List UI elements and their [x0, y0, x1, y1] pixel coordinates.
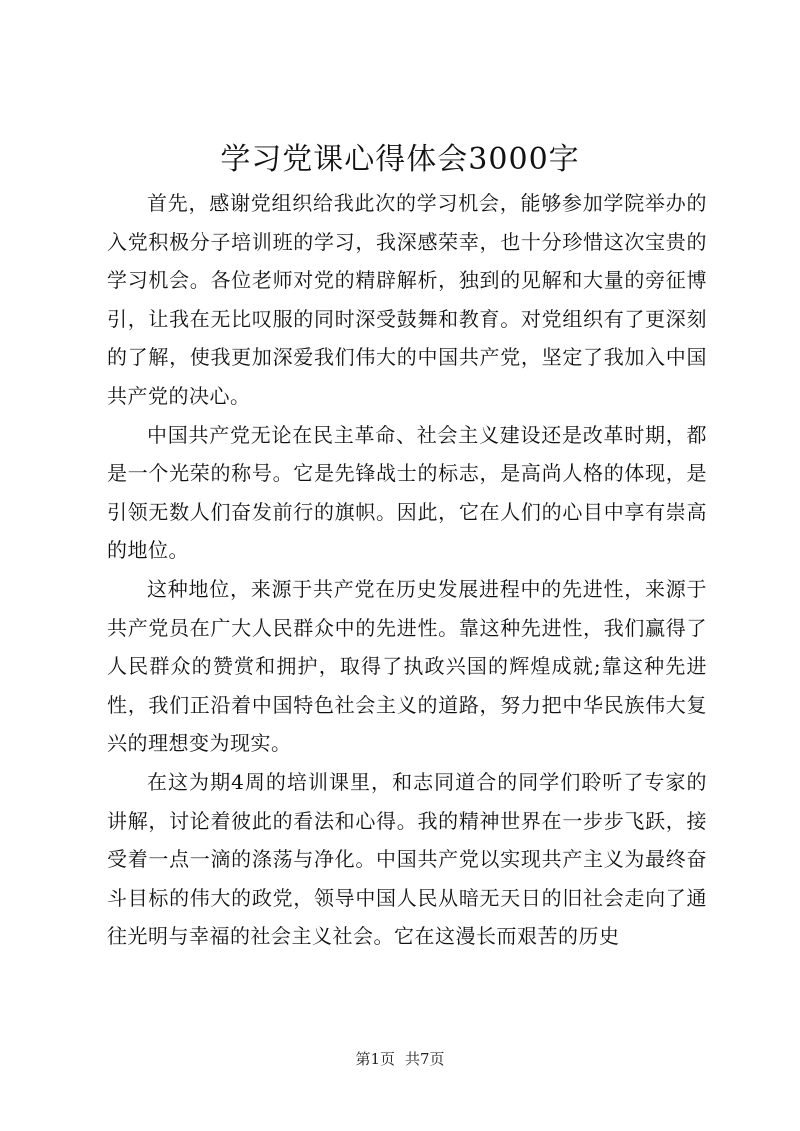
- paragraph-3: 这种地位，来源于共产党在历史发展进程中的先进性，来源于共产党员在广大人民群众中的先进性。靠这种先进性，我们赢得了人民群众的赞赏和拥护，取得了执政兴国的辉煌成就;靠这种先进性，我们正沿着中国特色社会主义的道路，努力把中华民族伟大复兴的理想变为现实。: [107, 576, 707, 756]
- paragraph-1: 首先，感谢党组织给我此次的学习机会，能够参加学院举办的入党积极分子培训班的学习，我深感荣幸，也十分珍惜这次宝贵的学习机会。各位老师对党的精辟解析，独到的见解和大量的旁征博引，让我在无比叹服的同时深受鼓舞和教育。对党组织有了更深刻的了解，使我更加深爱我们伟大的中国共产党，坚定了我加入中国共产党的决心。: [107, 191, 707, 408]
- page-number: 第1页: [355, 1050, 395, 1068]
- paragraph-2: 中国共产党无论在民主革命、社会主义建设还是改革时期，都是一个光荣的称号。它是先锋战士的标志，是高尚人格的体现，是引领无数人们奋发前行的旗帜。因此，它在人们的心目中享有崇高的地位。: [107, 422, 707, 563]
- paragraph-4: 在这为期4周的培训课里，和志同道合的同学们聆听了专家的讲解，讨论着彼此的看法和心得。我的精神世界在一步步飞跃，接受着一点一滴的涤荡与净化。中国共产党以实现共产主义为最终奋斗目标的伟大的政党，领导中国人民从暗无天日的旧社会走向了通往光明与幸福的社会主义社会。它在这漫长而艰苦的历史: [107, 769, 707, 949]
- page-total: 共7页: [405, 1050, 445, 1068]
- page-title: 学习党课心得体会3000字: [220, 142, 580, 177]
- document-body: [107, 184, 707, 956]
- page-footer: [0, 1048, 800, 1070]
